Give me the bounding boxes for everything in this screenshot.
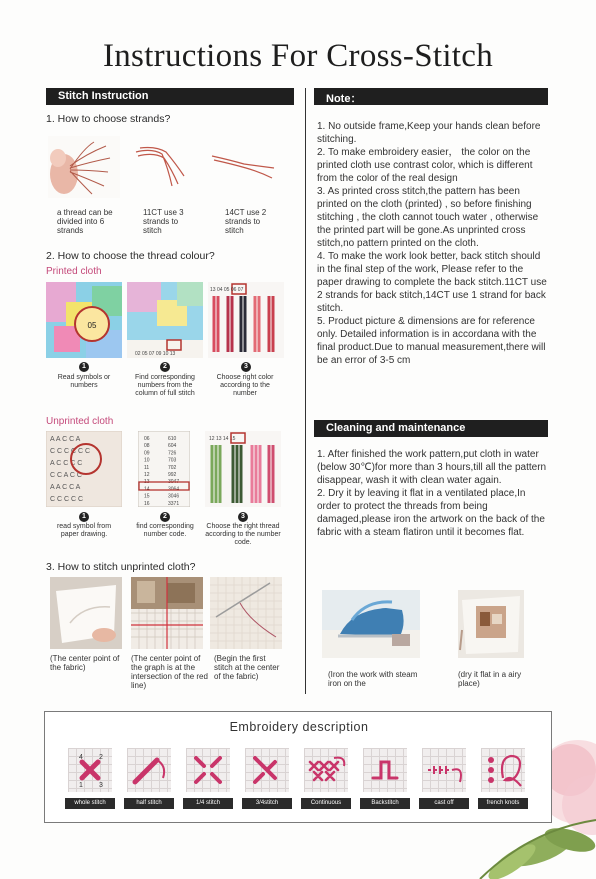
continuous-stitch-icon: [304, 748, 348, 792]
backstitch-icon: [363, 748, 407, 792]
first-stitch-photo: [210, 577, 282, 649]
note-item: 2. To make embroidery easier， the color on the printed cloth use contrast color, which is different from the color of the real design: [317, 147, 533, 184]
code-number: 14: [144, 486, 150, 493]
step-number-badge: 2: [160, 512, 170, 522]
stitch-instruction-header: Stitch Instruction: [46, 88, 294, 105]
stitch-type-half: [124, 748, 174, 809]
stitch-label: half stitch: [124, 798, 174, 809]
stitch-type-three-quarter: [242, 748, 292, 809]
svg-text:C C A C C: C C A C C: [50, 472, 82, 479]
unprinted-thread-skeins: [205, 431, 281, 507]
thread-code-table: [138, 431, 190, 507]
thread-divided-photo: [48, 136, 120, 198]
three-quarter-stitch-icon: [245, 748, 289, 792]
printed-cloth-image: [46, 282, 122, 358]
stitch-label: 1/4 stitch: [183, 798, 233, 809]
strand-caption-1: a thread can be divided into 6 strands: [57, 208, 113, 235]
stitch-caption-2: (The center point of the graph is at the intersection of the red line): [131, 654, 208, 690]
code-value: 3064: [168, 486, 180, 493]
code-number: 09: [144, 450, 150, 457]
svg-text:05: 05: [87, 321, 97, 330]
stitch-type-quarter: [183, 748, 233, 809]
french-knot-icon: [481, 748, 525, 792]
stitch-caption-3: (Begin the first stitch at the center of the fabric): [214, 654, 280, 681]
printed-cloth-label: Printed cloth: [46, 266, 102, 277]
code-number: 06: [144, 436, 150, 442]
stitch-label: cast off: [419, 798, 469, 809]
whole-stitch-icon: [68, 748, 112, 792]
unprinted-step-caption: read symbol from paper drawing.: [56, 523, 112, 538]
stitch-label: 3/4stitch: [242, 798, 292, 809]
code-number: 08: [144, 443, 150, 450]
printed-step-caption: Find corresponding numbers from the column of full stitch: [135, 374, 195, 397]
code-value: 604: [168, 443, 177, 450]
stitch-label: Continuous: [301, 798, 351, 809]
svg-text:4: 4: [79, 754, 83, 761]
graph-center-image: [131, 577, 203, 649]
printed-thread-skeins: [208, 282, 284, 358]
cleaning-list: [317, 448, 549, 539]
cleaning-item: 2. Dry it by leaving it flat in a ventilated place,In order to protect the threads from being damaged,please iron the artwork on the back of the fabric with a steam flatiron until it becomes flat.: [317, 488, 545, 538]
svg-text:C C C C C: C C C C C: [50, 496, 84, 503]
note-header: Note：: [314, 88, 548, 105]
printed-step-caption: Read symbols or numbers: [57, 374, 111, 389]
stitch-label: whole stitch: [65, 798, 115, 809]
notes-list: [317, 120, 549, 367]
stitch-type-backstitch: [360, 748, 410, 809]
dry-flat-photo: [458, 590, 524, 658]
embroidery-description-box: [44, 711, 552, 823]
stitch-label: Backstitch: [360, 798, 410, 809]
code-number: 11: [144, 464, 150, 471]
stitch-type-cast-off: [419, 748, 469, 809]
svg-text:3: 3: [99, 782, 103, 789]
code-number: 12: [144, 472, 150, 478]
note-item: 5. Product picture & dimensions are for reference only. Detailed information is in accordana with the final product.Due to manual measurement,there will be an error of 3-5 cm: [317, 316, 546, 366]
strands-question: 1. How to choose strands?: [46, 113, 171, 125]
svg-text:C C C C C C: C C C C C C: [50, 448, 91, 455]
stitch-type-french-knots: [478, 748, 528, 809]
code-value: 703: [168, 457, 177, 464]
code-number: 15: [144, 493, 150, 500]
svg-text:A A C C A: A A C C A: [50, 436, 81, 443]
svg-text:2: 2: [99, 754, 103, 761]
embroidery-title: Embroidery description: [229, 720, 369, 734]
cleaning-header: Cleaning and maintenance: [314, 420, 548, 437]
svg-text:A C C C C: A C C C C: [50, 460, 83, 467]
code-value: 3046: [168, 493, 180, 500]
code-number: 10: [144, 457, 150, 464]
cast-off-icon: [422, 748, 466, 792]
skein-numbers: 13 04 05 06 07: [210, 287, 244, 293]
dry-caption: (dry it flat in a airy place): [458, 670, 522, 688]
printed-step-caption: Choose right color according to the number: [216, 374, 274, 397]
svg-text:02 05 07 09 10 13: 02 05 07 09 10 13: [135, 351, 176, 357]
stitch-label: french knots: [478, 798, 528, 809]
thread-colour-question: 2. How to choose the thread colour?: [46, 250, 215, 262]
quarter-stitch-icon: [186, 748, 230, 792]
note-item: 1. No outside frame,Keep your hands clean before stitching.: [317, 121, 541, 145]
code-value: 610: [168, 436, 177, 442]
fabric-center-photo: [50, 577, 122, 649]
svg-text:A A C C A: A A C C A: [50, 484, 81, 491]
stitch-type-continuous: [301, 748, 351, 809]
step-number-badge: 3: [241, 362, 251, 372]
printed-chart-image: [127, 282, 203, 358]
code-value: 3371: [168, 500, 180, 507]
step-number-badge: 2: [160, 362, 170, 372]
unprinted-step-caption: Choose the right thread according to the number code.: [205, 523, 281, 546]
iron-caption: (Iron the work with steam iron on the: [328, 670, 418, 688]
code-number: 16: [144, 500, 150, 507]
stitch-type-whole: [65, 748, 115, 809]
code-value: 3047: [168, 479, 180, 486]
strand-caption-3: 14CT use 2 strands to stitch: [225, 208, 267, 235]
step-number-badge: 3: [238, 512, 248, 522]
svg-text:1: 1: [79, 782, 83, 789]
code-value: 726: [168, 450, 177, 457]
half-stitch-icon: [127, 748, 171, 792]
page-title: Instructions For Cross-Stitch: [102, 38, 494, 74]
step-number-badge: 1: [79, 512, 89, 522]
two-strands-image: [210, 146, 276, 184]
code-number: 13: [144, 479, 150, 486]
three-strands-image: [132, 140, 190, 190]
unprinted-cloth-label: Unprinted cloth: [46, 416, 114, 427]
code-value: 992: [168, 472, 177, 478]
unprinted-symbol-chart: [46, 431, 122, 507]
iron-photo: [322, 590, 420, 658]
code-value: 702: [168, 464, 177, 471]
step-number-badge: 1: [79, 362, 89, 372]
stitch-caption-1: (The center point of the fabric): [50, 654, 120, 672]
cleaning-item: 1. After finished the work pattern,put cloth in water (below 30℃)for more than 3 hours,till all the pattern disappear, wash it with clean water again.: [317, 449, 547, 486]
stitch-unprinted-question: 3. How to stitch unprinted cloth?: [46, 561, 196, 573]
note-item: 3. As printed cross stitch,the pattern has been printed on the cloth (printed) , so before finishing stitching , the cloth cannot touch water , otherwise the printed part will be gone.As unprinted cross stitch,no pattern printed on the cloth.: [317, 186, 539, 249]
note-item: 4. To make the work look better, back stitch should in the final step of the work, Please refer to the paper drawing to complete the back stitch.11CT use 2 strands for back stitch,14CT use 1 strand for back stitch.: [317, 251, 547, 314]
skein-numbers: 12 13 14 15: [209, 436, 236, 442]
column-divider: [305, 88, 306, 694]
strand-caption-2: 11CT use 3 strands to stitch: [143, 208, 184, 235]
unprinted-step-caption: find corresponding number code.: [136, 523, 194, 538]
